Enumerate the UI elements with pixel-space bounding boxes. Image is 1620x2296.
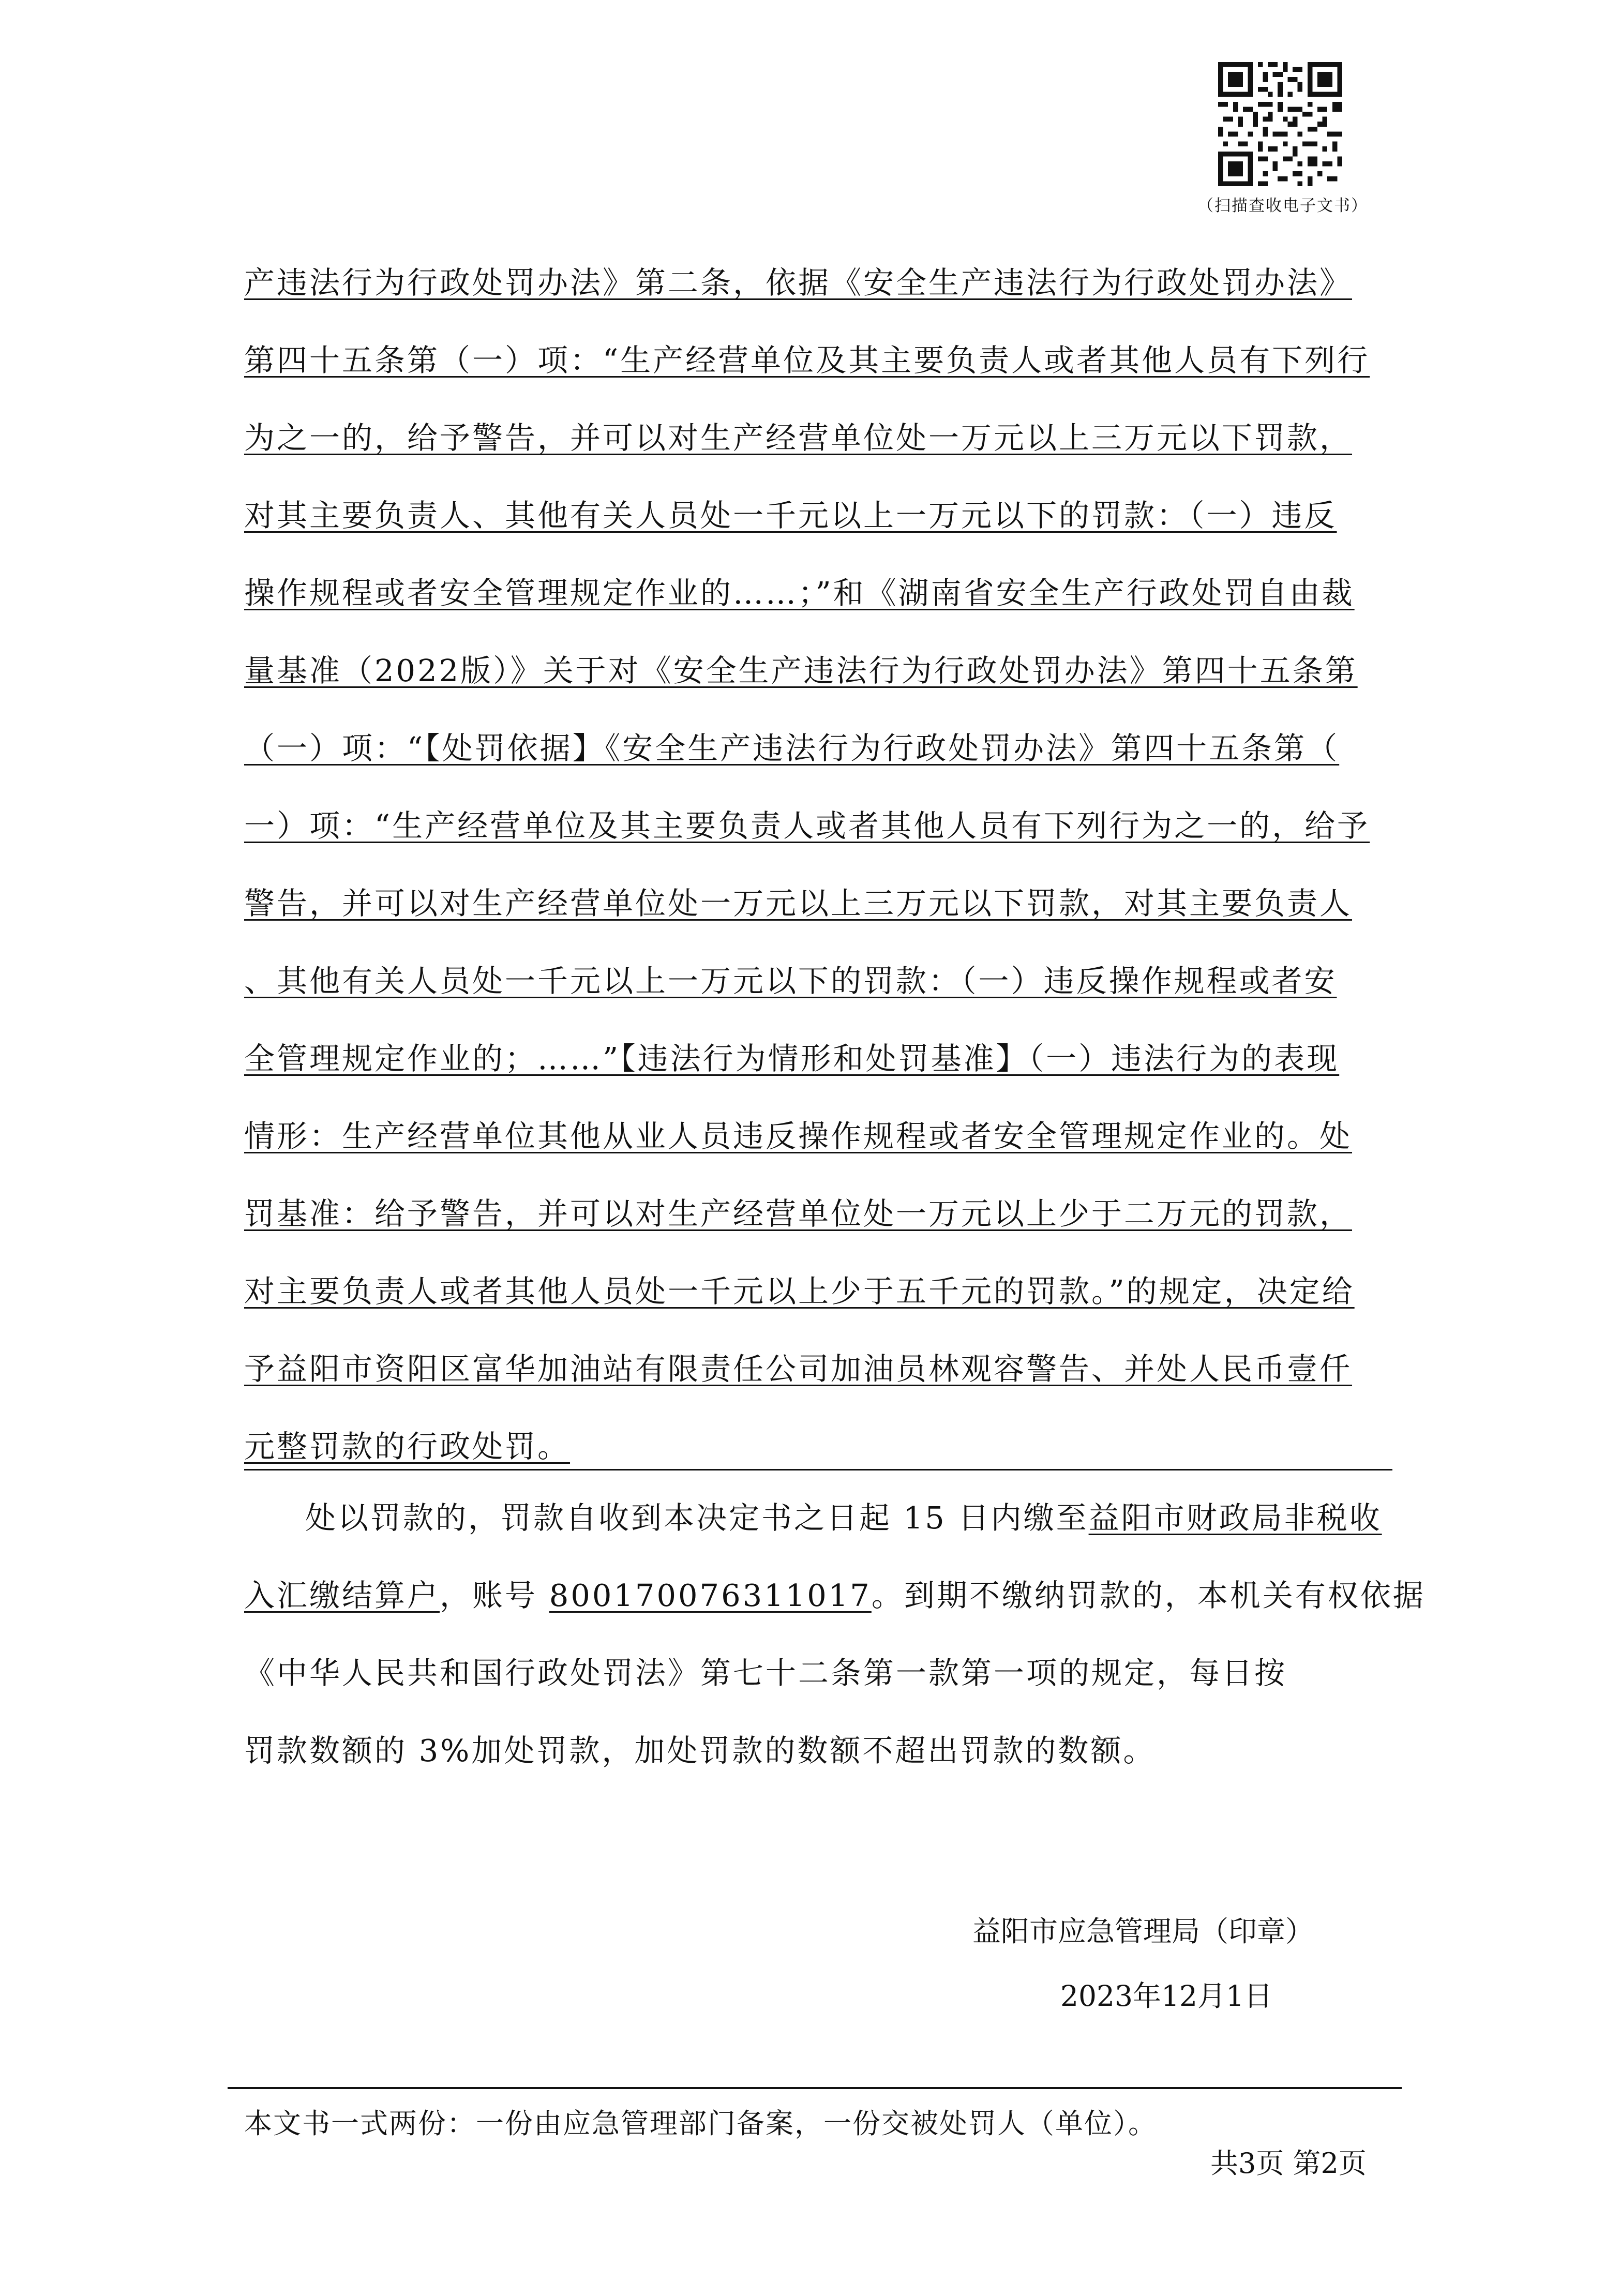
payment-text: 处以罚款的，罚款自收到本决定书之日起 15 日内缴至: [305, 1500, 1089, 1536]
body-line: 元整罚款的行政处罚。: [244, 1429, 571, 1464]
payment-line: 《中华人民共和国行政处罚法》第七十二条第一款第一项的规定，每日按: [244, 1655, 1287, 1691]
body-line: 罚基准：给予警告，并可以对生产经营单位处一万元以上少于二万元的罚款，: [244, 1196, 1353, 1232]
payment-text: 。到期不缴纳罚款的，本机关有权依据: [871, 1578, 1426, 1613]
body-line: 、其他有关人员处一千元以上一万元以下的罚款：（一）违反操作规程或者安: [244, 963, 1337, 999]
footer-divider: [228, 2087, 1402, 2089]
body-line: 全管理规定作业的；……”【违法行为情形和处罚基准】（一）违法行为的表现: [244, 1041, 1340, 1076]
body-line: 对其主要负责人、其他有关人员处一千元以上一万元以下的罚款：（一）违反: [244, 498, 1337, 533]
issuing-agency: 益阳市应急管理局（印章）: [972, 1915, 1314, 1948]
body-line: 一）项：“生产经营单位及其主要负责人或者其他人员有下列行为之一的，给予: [244, 808, 1370, 844]
body-line: （一）项：“【处罚依据】《安全生产违法行为行政处罚办法》第四十五条第（: [244, 730, 1340, 766]
account-name: 益阳市财政局非税收: [1088, 1500, 1382, 1536]
body-line: 对主要负责人或者其他人员处一千元以上少于五千元的罚款。”的规定，决定给: [244, 1273, 1355, 1309]
payment-line: [305, 1500, 1382, 1536]
underline-rule: [244, 1469, 1392, 1470]
footer-note: 本文书一式两份：一份由应急管理部门备案，一份交被处罚人（单位）。: [244, 2107, 1157, 2140]
payment-line: [244, 1578, 1426, 1614]
body-line: 情形：生产经营单位其他从业人员违反操作规程或者安全管理规定作业的。处: [244, 1118, 1353, 1154]
qr-caption: （扫描查收电子文书）: [1197, 197, 1368, 215]
account-number: 800170076311017: [549, 1578, 872, 1613]
body-line: 警告，并可以对生产经营单位处一万元以上三万元以下罚款，对其主要负责人: [244, 886, 1353, 921]
issue-date: 2023年12月1日: [1060, 1979, 1272, 2013]
payment-text: ，账号: [440, 1578, 549, 1613]
page-number: 共3页 第2页: [1210, 2147, 1367, 2180]
body-line: 产违法行为行政处罚办法》第二条，依据《安全生产违法行为行政处罚办法》: [244, 265, 1353, 301]
body-line: 为之一的，给予警告，并可以对生产经营单位处一万元以上三万元以下罚款，: [244, 420, 1353, 456]
body-line: 操作规程或者安全管理规定作业的……；”和《湖南省安全生产行政处罚自由裁: [244, 575, 1355, 611]
qr-code-icon: [1218, 62, 1342, 186]
body-line: 第四十五条第（一）项：“生产经营单位及其主要负责人或者其他人员有下列行: [244, 342, 1370, 378]
body-line: 量基准（2022版）》关于对《安全生产违法行为行政处罚办法》第四十五条第: [244, 653, 1358, 688]
body-line: 予益阳市资阳区富华加油站有限责任公司加油员林观容警告、并处人民币壹仟: [244, 1351, 1353, 1387]
account-name: 入汇缴结算户: [244, 1578, 440, 1613]
payment-line: 罚款数额的 3%加处罚款，加处罚款的数额不超出罚款的数额。: [244, 1733, 1156, 1768]
